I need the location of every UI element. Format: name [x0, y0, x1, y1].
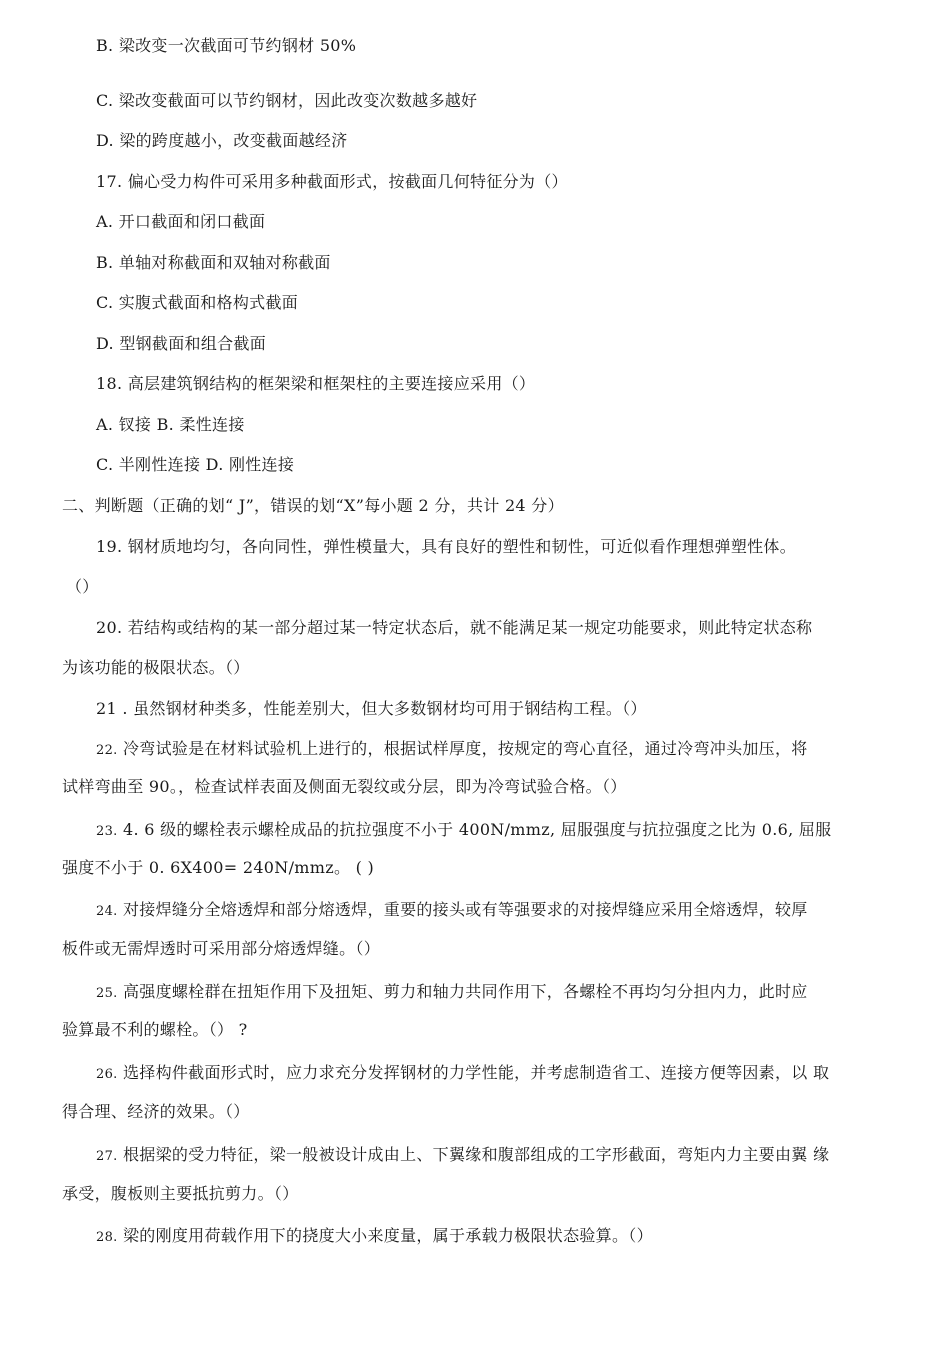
question-number: 27.	[96, 1149, 118, 1164]
question-17: 17. 偏心受力构件可采用多种截面形式，按截面几何特征分为（）	[96, 172, 568, 191]
question-24-cont: 板件或无需焊透时可采用部分熔透焊缝。（）	[62, 939, 381, 958]
question-21: 21 . 虽然钢材种类多，性能差别大，但大多数钢材均可用于钢结构工程。（）	[96, 699, 647, 718]
question-24	[96, 900, 808, 922]
question-25	[96, 982, 808, 1004]
option-17a: A. 开口截面和闭口截面	[96, 212, 266, 231]
question-23-cont: 强度不小于 0. 6X400= 240N/mmz。 ( )	[62, 858, 375, 877]
question-20: 20. 若结构或结构的某一部分超过某一特定状态后，就不能满足某一规定功能要求，则此特定状态称	[96, 618, 813, 637]
option-16b: B. 梁改变一次截面可节约钢材 50%	[96, 36, 357, 55]
option-17b: B. 单轴对称截面和双轴对称截面	[96, 253, 331, 272]
question-19-answer: （）	[66, 577, 99, 596]
question-number: 24.	[96, 904, 118, 919]
question-text: 高强度螺栓群在扭矩作用下及扭矩、剪力和轴力共同作用下，各螺栓不再均匀分担内力，此时应	[122, 982, 808, 1001]
question-22	[96, 739, 808, 761]
question-number: 23.	[96, 824, 118, 839]
question-20-cont: 为该功能的极限状态。（）	[62, 658, 250, 677]
question-number: 28.	[96, 1230, 118, 1245]
question-19: 19. 钢材质地均匀，各向同性，弹性模量大，具有良好的塑性和韧性，可近似看作理想弹塑性体。	[96, 537, 797, 556]
question-26	[96, 1063, 829, 1085]
option-18cd: C. 半刚性连接 D. 刚性连接	[96, 455, 295, 474]
option-18ab: A. 钗接 B. 柔性连接	[96, 415, 245, 434]
question-text: 梁的刚度用荷载作用下的挠度大小来度量，属于承载力极限状态验算。（）	[122, 1226, 653, 1245]
question-number: 22.	[96, 743, 118, 758]
question-27-cont: 承受，腹板则主要抵抗剪力。（）	[62, 1184, 299, 1203]
option-17d: D. 型钢截面和组合截面	[96, 334, 267, 353]
question-28	[96, 1226, 653, 1248]
question-25-cont: 验算最不利的螺栓。（） ?	[62, 1020, 248, 1039]
question-text: 冷弯试验是在材料试验机上进行的，根据试样厚度，按规定的弯心直径，通过冷弯冲头加压，将	[122, 739, 808, 758]
section-heading-true-false: 二、判断题（正确的划“ J”，错误的划“X”每小题 2 分，共计 24 分）	[62, 496, 564, 515]
option-16d: D. 梁的跨度越小，改变截面越经济	[96, 131, 348, 150]
question-23	[96, 820, 831, 842]
option-16c: C. 梁改变截面可以节约钢材，因此改变次数越多越好	[96, 91, 478, 110]
question-18: 18. 高层建筑钢结构的框架梁和框架柱的主要连接应采用（）	[96, 374, 536, 393]
question-22-cont: 试样弯曲至 90。，检查试样表面及侧面无裂纹或分层，即为冷弯试验合格。（）	[62, 777, 627, 796]
question-number: 26.	[96, 1067, 118, 1082]
question-27	[96, 1145, 829, 1167]
question-text: 对接焊缝分全熔透焊和部分熔透焊，重要的接头或有等强要求的对接焊缝应采用全熔透焊，较厚	[122, 900, 808, 919]
question-text: 选择构件截面形式时，应力求充分发挥钢材的力学性能，并考虑制造省工、连接方便等因素，以 取	[122, 1063, 830, 1082]
question-text: 根据梁的受力特征，梁一般被设计成由上、下翼缘和腹部组成的工字形截面，弯矩内力主要由翼 缘	[122, 1145, 830, 1164]
question-26-cont: 得合理、经济的效果。（）	[62, 1102, 250, 1121]
option-17c: C. 实腹式截面和格构式截面	[96, 293, 299, 312]
question-number: 25.	[96, 986, 118, 1001]
question-text: 4. 6 级的螺栓表示螺栓成品的抗拉强度不小于 400N/mmz, 屈服强度与抗拉强度之比为 0.6, 屈服	[122, 820, 832, 839]
